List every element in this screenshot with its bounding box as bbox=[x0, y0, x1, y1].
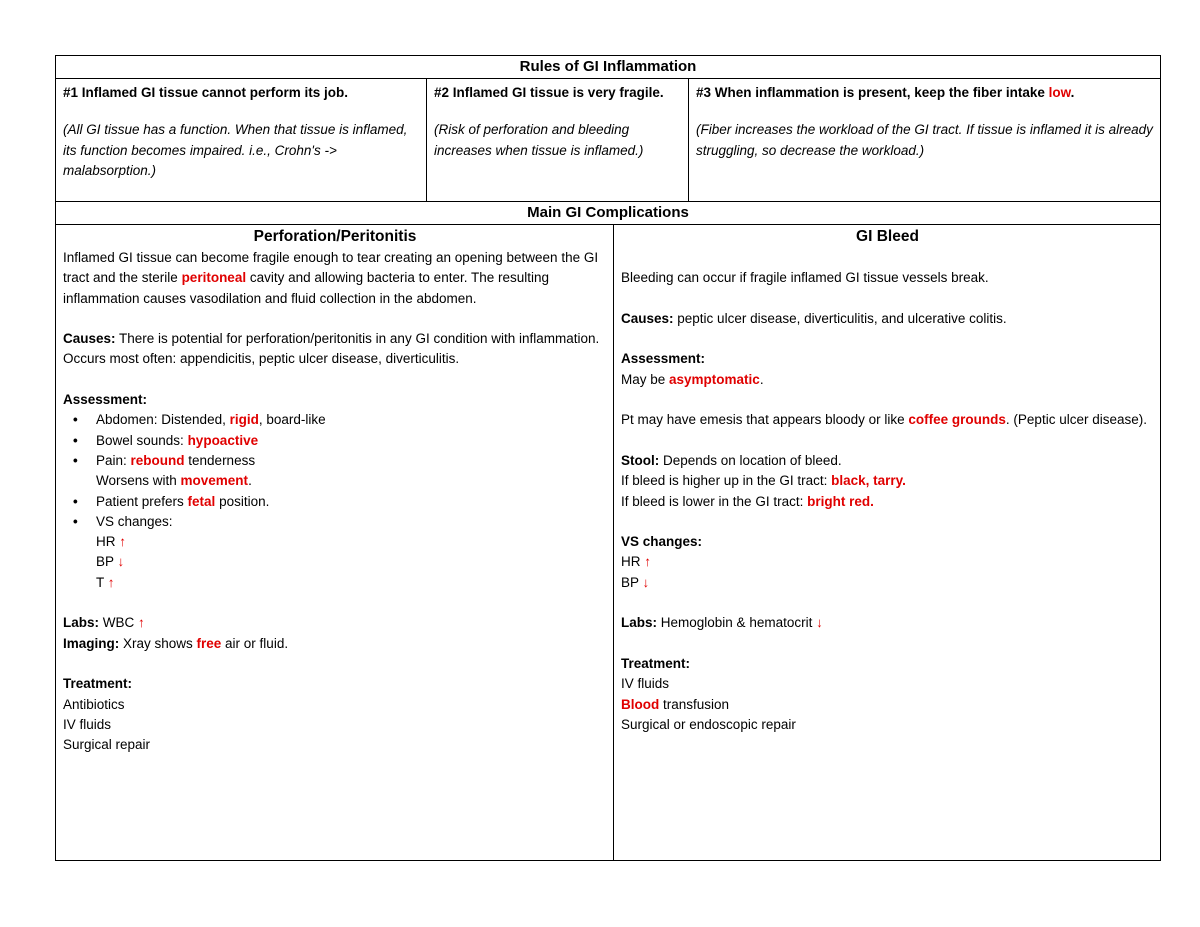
rule-1-title: #1 Inflamed GI tissue cannot perform its job. bbox=[63, 85, 349, 100]
perforation-intro bbox=[63, 248, 607, 309]
perforation-imaging bbox=[63, 634, 607, 654]
bleed-stool-lower bbox=[621, 492, 1154, 512]
item-highlight: asymptomatic bbox=[669, 371, 760, 387]
item-highlight: black, tarry. bbox=[831, 473, 906, 489]
labs-text: WBC bbox=[99, 615, 139, 631]
bleed-assessment-2 bbox=[621, 410, 1154, 430]
item-text-end: tenderness bbox=[184, 452, 256, 468]
bleed-vs-hr bbox=[621, 552, 1154, 572]
bleed-vs-bp bbox=[621, 573, 1154, 593]
perforation-title: Perforation/Peritonitis bbox=[253, 228, 417, 245]
list-item: • Abdomen: Distended, rigid, board-like bbox=[73, 412, 326, 428]
treatment-item: Surgical or endoscopic repair bbox=[621, 716, 796, 732]
perforation-intro-highlight: peritoneal bbox=[181, 270, 247, 286]
rules-title: Rules of GI Inflammation bbox=[56, 56, 1161, 79]
document-page bbox=[55, 55, 1160, 861]
bleed-intro: Bleeding can occur if fragile inflamed GI tissue vessels break. bbox=[621, 270, 989, 286]
rule-3-title-end: . bbox=[1070, 85, 1075, 100]
perforation-assessment-label: Assessment: bbox=[63, 392, 148, 408]
hr-label: HR bbox=[621, 554, 641, 570]
item-text-end: . (Peptic ulcer disease). bbox=[1005, 412, 1147, 428]
bleed-labs bbox=[621, 613, 1154, 633]
perforation-assessment-list bbox=[63, 410, 607, 593]
item-highlight: coffee grounds bbox=[908, 412, 1006, 428]
complications-title: Main GI Complications bbox=[56, 202, 1161, 225]
perforation-intro-text: Inflamed GI tissue can become fragile enough to tear creating an opening between the GI tract and the sterile bbox=[63, 250, 599, 286]
item-text: Abdomen: Distended, bbox=[96, 412, 230, 428]
gi-table bbox=[55, 55, 1161, 861]
treatment-item: IV fluids bbox=[63, 716, 112, 732]
item-text: If bleed is higher up in the GI tract: bbox=[621, 473, 832, 489]
rule-1-note: (All GI tissue has a function. When that tissue is inflamed, its function becomes impaired. i.e., Crohn's -> malabsorption.) bbox=[63, 122, 408, 178]
rule-3-title-text: #3 When inflammation is present, keep the fiber intake bbox=[696, 85, 1049, 100]
up-arrow-icon: ↑ bbox=[138, 615, 145, 631]
item-text-end: position. bbox=[215, 493, 270, 509]
item-highlight: bright red. bbox=[807, 493, 874, 509]
treatment-item: Antibiotics bbox=[63, 696, 125, 712]
labs-text: Hemoglobin & hematocrit bbox=[657, 615, 817, 631]
hr-label: HR bbox=[96, 534, 116, 550]
item-text-end: . bbox=[248, 473, 252, 489]
item-highlight: rigid bbox=[229, 412, 259, 428]
rule-2-cell bbox=[427, 79, 689, 202]
bleed-assessment-label: Assessment: bbox=[621, 351, 706, 367]
up-arrow-icon: ↑ bbox=[644, 554, 652, 570]
item-text-end: transfusion bbox=[659, 696, 730, 712]
vs-bp bbox=[63, 552, 607, 572]
imaging-highlight: free bbox=[196, 635, 222, 651]
treatment-item: Surgical repair bbox=[63, 737, 151, 753]
list-item: • Patient prefers fetal position. bbox=[73, 493, 270, 509]
item-text: May be bbox=[621, 371, 670, 387]
stool-text: Depends on location of bleed. bbox=[659, 452, 842, 468]
bleed-stool-upper bbox=[621, 471, 1154, 491]
rule-3-title bbox=[696, 83, 1154, 102]
vs-hr bbox=[63, 532, 607, 552]
item-text-end: . bbox=[759, 371, 764, 387]
rule-3-title-highlight: low bbox=[1048, 85, 1071, 100]
item-text: Pain: bbox=[96, 452, 131, 468]
item-text: Bowel sounds: bbox=[96, 432, 188, 448]
item-text: If bleed is lower in the GI tract: bbox=[621, 493, 808, 509]
bleed-causes bbox=[621, 309, 1154, 329]
causes-label: Causes: bbox=[621, 310, 674, 326]
down-arrow-icon: ↓ bbox=[117, 554, 125, 570]
bp-label: BP bbox=[96, 554, 114, 570]
item-highlight: movement bbox=[180, 473, 249, 489]
item-text: VS changes: bbox=[96, 513, 173, 529]
item-text: Patient prefers bbox=[96, 493, 188, 509]
bp-label: BP bbox=[621, 574, 639, 590]
rule-2-title: #2 Inflamed GI tissue is very fragile. bbox=[434, 85, 664, 100]
bleed-column bbox=[614, 225, 1161, 861]
treatment-item bbox=[621, 695, 1154, 715]
item-highlight: rebound bbox=[130, 452, 185, 468]
list-item: • Bowel sounds: hypoactive bbox=[73, 432, 259, 448]
perforation-column bbox=[56, 225, 614, 861]
up-arrow-icon: ↑ bbox=[119, 534, 127, 550]
vs-t bbox=[63, 573, 607, 593]
item-text: Worsens with bbox=[96, 473, 181, 489]
item-text: Pt may have emesis that appears bloody or like bbox=[621, 412, 909, 428]
down-arrow-icon: ↓ bbox=[642, 574, 650, 590]
imaging-label: Imaging: bbox=[63, 635, 120, 651]
item-highlight: hypoactive bbox=[187, 432, 259, 448]
list-item-continuation bbox=[63, 471, 607, 491]
perforation-causes bbox=[63, 329, 607, 370]
bleed-treatment-label: Treatment: bbox=[621, 655, 691, 671]
bleed-assessment-1 bbox=[621, 370, 1154, 390]
stool-label: Stool: bbox=[621, 452, 660, 468]
bleed-stool bbox=[621, 451, 1154, 471]
rule-3-cell bbox=[689, 79, 1161, 202]
causes-text: There is potential for perforation/peritonitis in any GI condition with inflammation. Occurs most often: appendicitis, peptic ulcer disease, diverticulitis. bbox=[63, 331, 600, 367]
rule-3-note: (Fiber increases the workload of the GI tract. If tissue is inflamed it is already struggling, so decrease the workload.) bbox=[696, 122, 1153, 158]
causes-label: Causes: bbox=[63, 331, 116, 347]
up-arrow-icon: ↑ bbox=[107, 574, 115, 590]
rule-2-note: (Risk of perforation and bleeding increases when tissue is inflamed.) bbox=[434, 122, 644, 158]
imaging-text-end: air or fluid. bbox=[221, 635, 289, 651]
labs-label: Labs: bbox=[621, 615, 658, 631]
rule-1-cell bbox=[56, 79, 427, 202]
list-item: • VS changes: bbox=[73, 513, 173, 529]
perforation-intro-end: cavity and allowing bacteria to enter. The resulting inflammation causes vasodilation and fluid collection in the abdomen. bbox=[63, 270, 550, 306]
down-arrow-icon: ↓ bbox=[816, 615, 823, 631]
item-highlight: fetal bbox=[187, 493, 216, 509]
bleed-vs-label: VS changes: bbox=[621, 534, 703, 550]
bleed-title: GI Bleed bbox=[856, 228, 919, 245]
item-text-end: , board-like bbox=[258, 412, 326, 428]
treatment-item: IV fluids bbox=[621, 676, 670, 692]
t-label: T bbox=[96, 574, 105, 590]
item-highlight: Blood bbox=[621, 696, 660, 712]
list-item: • Pain: rebound tenderness bbox=[73, 452, 256, 468]
causes-text: peptic ulcer disease, diverticulitis, and ulcerative colitis. bbox=[673, 310, 1007, 326]
labs-label: Labs: bbox=[63, 615, 100, 631]
perforation-labs bbox=[63, 613, 607, 633]
perforation-treatment-label: Treatment: bbox=[63, 676, 133, 692]
imaging-text: Xray shows bbox=[119, 635, 197, 651]
